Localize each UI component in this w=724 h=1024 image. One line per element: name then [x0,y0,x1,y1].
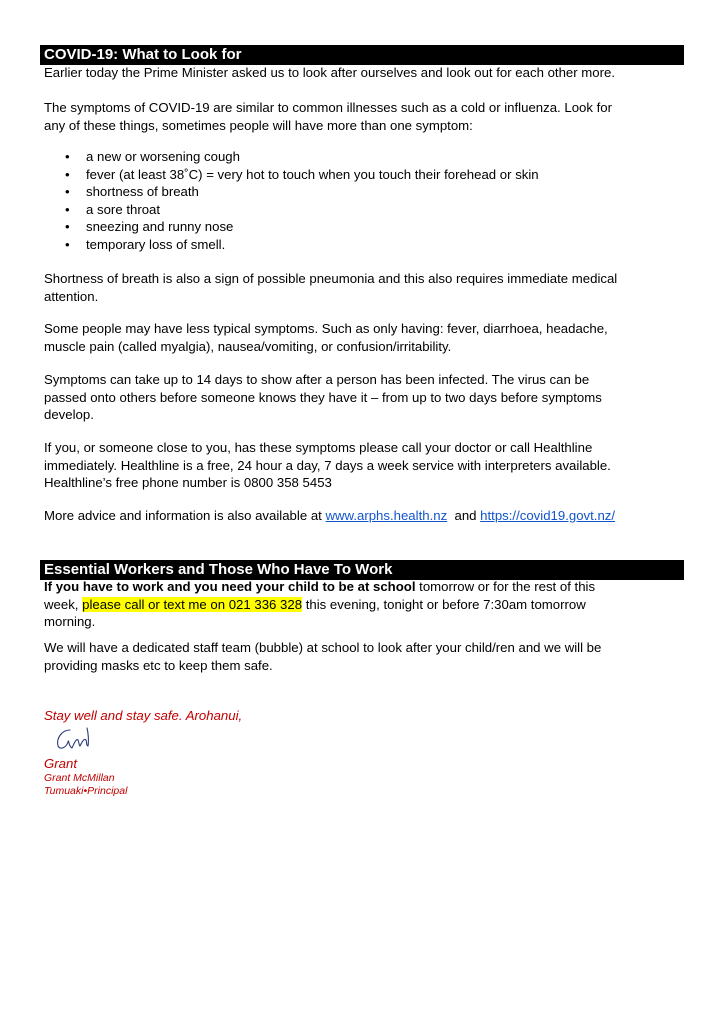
signature-full-name: Grant McMillan [44,772,115,784]
bullet-icon: • [65,236,70,252]
list-item [44,148,539,166]
advice-prefix: More advice and information is also available at [44,508,326,523]
breath-line-2: attention. [44,288,99,304]
symptom-text: shortness of breath [86,184,199,200]
advice-paragraph [44,507,684,525]
breath-paragraph [44,270,684,305]
incubation-line-3: develop. [44,407,94,422]
section-header-essential-workers: Essential Workers and Those Who Have To Work [40,560,684,580]
essential-bold-text: If you have to work and you need your child to be at school [44,579,416,594]
symptom-text: a new or worsening cough [86,149,240,164]
symptom-text: sneezing and runny nose [86,219,234,235]
section-header-covid: COVID-19: What to Look for [40,45,684,65]
symptoms-intro-line-2: any of these things, sometimes people will have more than one symptom: [44,117,473,133]
healthline-line-3: Healthline’s free phone number is 0800 358 5453 [44,475,332,490]
bullet-icon: • [65,184,70,200]
symptom-text: a sore throat [86,201,161,217]
advice-middle: and [447,508,481,523]
bullet-icon: • [65,201,70,217]
bullet-icon: • [65,149,70,164]
incubation-paragraph [44,371,684,424]
staff-line-1: We will have a dedicated staff team (bubble) at school to look after your child/ren and we will be [44,640,602,655]
staff-line-2: providing masks etc to keep them safe. [44,657,273,673]
healthline-line-2: immediately. Healthline is a free, 24 hour a day, 7 days a week service with interpreters available. [44,457,611,473]
incubation-line-1: Symptoms can take up to 14 days to show after a person has been infected. The virus can be [44,372,590,387]
essential-line-1-rest: tomorrow or for the rest of this [415,579,596,594]
symptom-text: fever (at least 38˚C) = very hot to touch when you touch their forehead or skin [86,166,539,182]
atypical-paragraph [44,320,684,355]
symptoms-intro-line-1: The symptoms of COVID-19 are similar to common illnesses such as a cold or influenza. Look for [44,100,613,115]
closing-line: Stay well and stay safe. Arohanui, [44,708,243,723]
symptoms-intro-paragraph [44,99,684,134]
intro-line: Earlier today the Prime Minister asked us to look after ourselves and look out for each other more. [44,65,616,80]
list-item [44,218,539,236]
atypical-line-2: muscle pain (called myalgia), nausea/vomiting, or confusion/irritability. [44,338,452,354]
phone-highlight: please call or text me on 021 336 328 [82,596,303,612]
staff-paragraph [44,639,684,674]
breath-line-1: Shortness of breath is also a sign of possible pneumonia and this also requires immediate medical [44,271,618,286]
symptom-text: temporary loss of smell. [86,236,226,252]
signature-image [52,724,112,756]
essential-line-1 [44,578,684,596]
healthline-line-1: If you, or someone close to you, has these symptoms please call your doctor or call Healthline [44,440,593,455]
list-item [44,236,539,254]
essential-workers-paragraph [44,578,684,631]
essential-line-2-rest: this evening, tonight or before 7:30am tomorrow [302,596,586,612]
healthline-paragraph [44,439,684,492]
arphs-link[interactable]: www.arphs.health.nz [325,508,448,523]
essential-line-2-prefix: week, [44,596,83,612]
signature-title: Tumuaki•Principal [44,785,128,797]
bullet-icon: • [65,166,70,182]
signature-first-name: Grant [44,756,77,771]
advice-line [44,507,684,525]
atypical-line-1: Some people may have less typical symptoms. Such as only having: fever, diarrhoea, headache, [44,321,608,336]
essential-line-2 [44,596,684,614]
symptoms-list [44,148,539,254]
intro-paragraph [44,64,684,82]
covid19-govt-link[interactable]: https://covid19.govt.nz/ [480,508,616,523]
incubation-line-2: passed onto others before someone knows they have it – from up to two days before symptoms [44,389,602,405]
list-item [44,166,539,184]
list-item [44,201,539,219]
list-item [44,183,539,201]
essential-line-3: morning. [44,614,96,629]
bullet-icon: • [65,219,70,235]
